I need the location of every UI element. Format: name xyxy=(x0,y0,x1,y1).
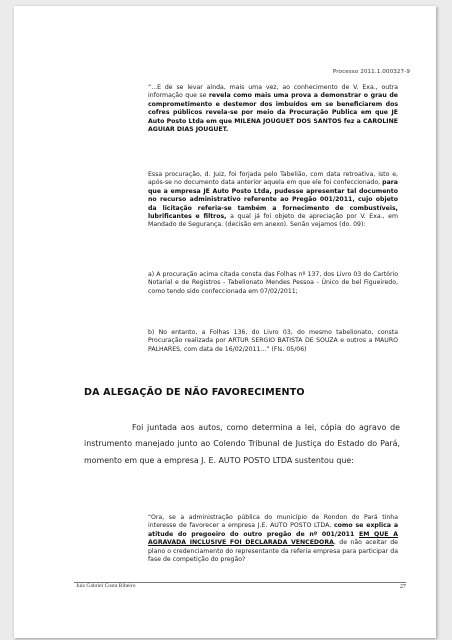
quote-1-bold-text: revela como mais uma prova a demonstrar o grau de comprometimento e destemor dos imbuídos em se beneficiarem dos cofres públicos revela-se por meio da Procuração Publica em que JE Auto Posto Ltda em que MILENA JOUGUET DOS SANTOS fez a CAROLINE AGUIAR DIAS JOUGUET. xyxy=(148,92,398,134)
quote-2-text-end: a qual já foi objeto de apreciação por V. Exa., em Mandado de Segurança. (decisão em anexo). Senão vejamos (do. 09): xyxy=(148,213,399,229)
quote-3-text: a) A procuração acima citada consta das Folhas nº 137, dos Livro 03 do Cartório Notarial e de Registros - Tabelionato Mendes Pessoa - Único de bel Figueiredo, como tendo sido confeccionada em 07/02/2011; xyxy=(148,271,398,295)
quote-paragraph-2 xyxy=(148,171,398,230)
footer-author: Juiz Gabriel Costa Ribeiro xyxy=(76,583,136,589)
quote-1-text: “...E de se levar ainda, mais uma vez, ao conhecimento de V. Exa., outra informação que se xyxy=(148,84,398,100)
quote-2-text-start: Essa procuração, d. Juiz, foi forjada pelo Tabelião, com data retroativa, isto e, após-se no documento data anterior aquela em que ele foi confeccionado, xyxy=(148,171,398,187)
quote-4-text: b) No entanto, a Folhas 136, do Livro 03, do mesmo tabelionato, consta Procuração realizada por ARTUR SERGIO BATISTA DE SOUZA e outros a MAURO PALHARES, com data de 16/02/2011...” (Fls. 05/06) xyxy=(148,329,398,353)
quote-2-bold-text: para que a empresa JE Auto Posto Ltda, pudesse apresentar tal documento no recurso administrativo referente ao Pregão 001/2011, cujo objeto da licitação referia-se também a fornecimento de combustíveis, lubrificantes e filtros, xyxy=(148,179,398,221)
document-page xyxy=(14,6,436,638)
body-paragraph xyxy=(84,420,400,469)
page-number: 27 xyxy=(399,583,406,590)
quote-paragraph-1 xyxy=(148,84,398,134)
quote-paragraph-4 xyxy=(148,329,398,354)
section-heading: DA ALEGAÇÃO DE NÃO FAVORECIMENTO xyxy=(84,387,305,398)
quote-paragraph-3 xyxy=(148,271,398,296)
quote-5-bold-text: como se explica a atitude do pregoeiro do outro pregão de nº 001/2011 xyxy=(148,522,398,538)
quote-paragraph-5 xyxy=(148,514,398,564)
process-number: Processo 2011.1.000327-9 xyxy=(332,69,410,75)
quote-5-text-end: , de não aceitar de plano o credenciamento do representante da referia empresa para participar da fase de competição do pregão? xyxy=(148,539,398,564)
quote-5-bold-underlined-text: EM QUE A AGRAVADA INCLUSIVE FOI DECLARADA VENCEDORA xyxy=(148,530,398,547)
body-paragraph-text: Foi juntada aos autos, como determina a lei, cópia do agravo de instrumento manejado junto ao Colendo Tribunal de Justiça do Estado do Pará, momento em que a empresa J. E. AUTO POSTO LTDA sustentou que: xyxy=(84,423,400,465)
quote-5-text-start: “Ora, se a administração pública do município de Rondon do Pará tinha interesse de favorecer a empresa J.E. AUTO POSTO LTDA, xyxy=(148,514,398,530)
